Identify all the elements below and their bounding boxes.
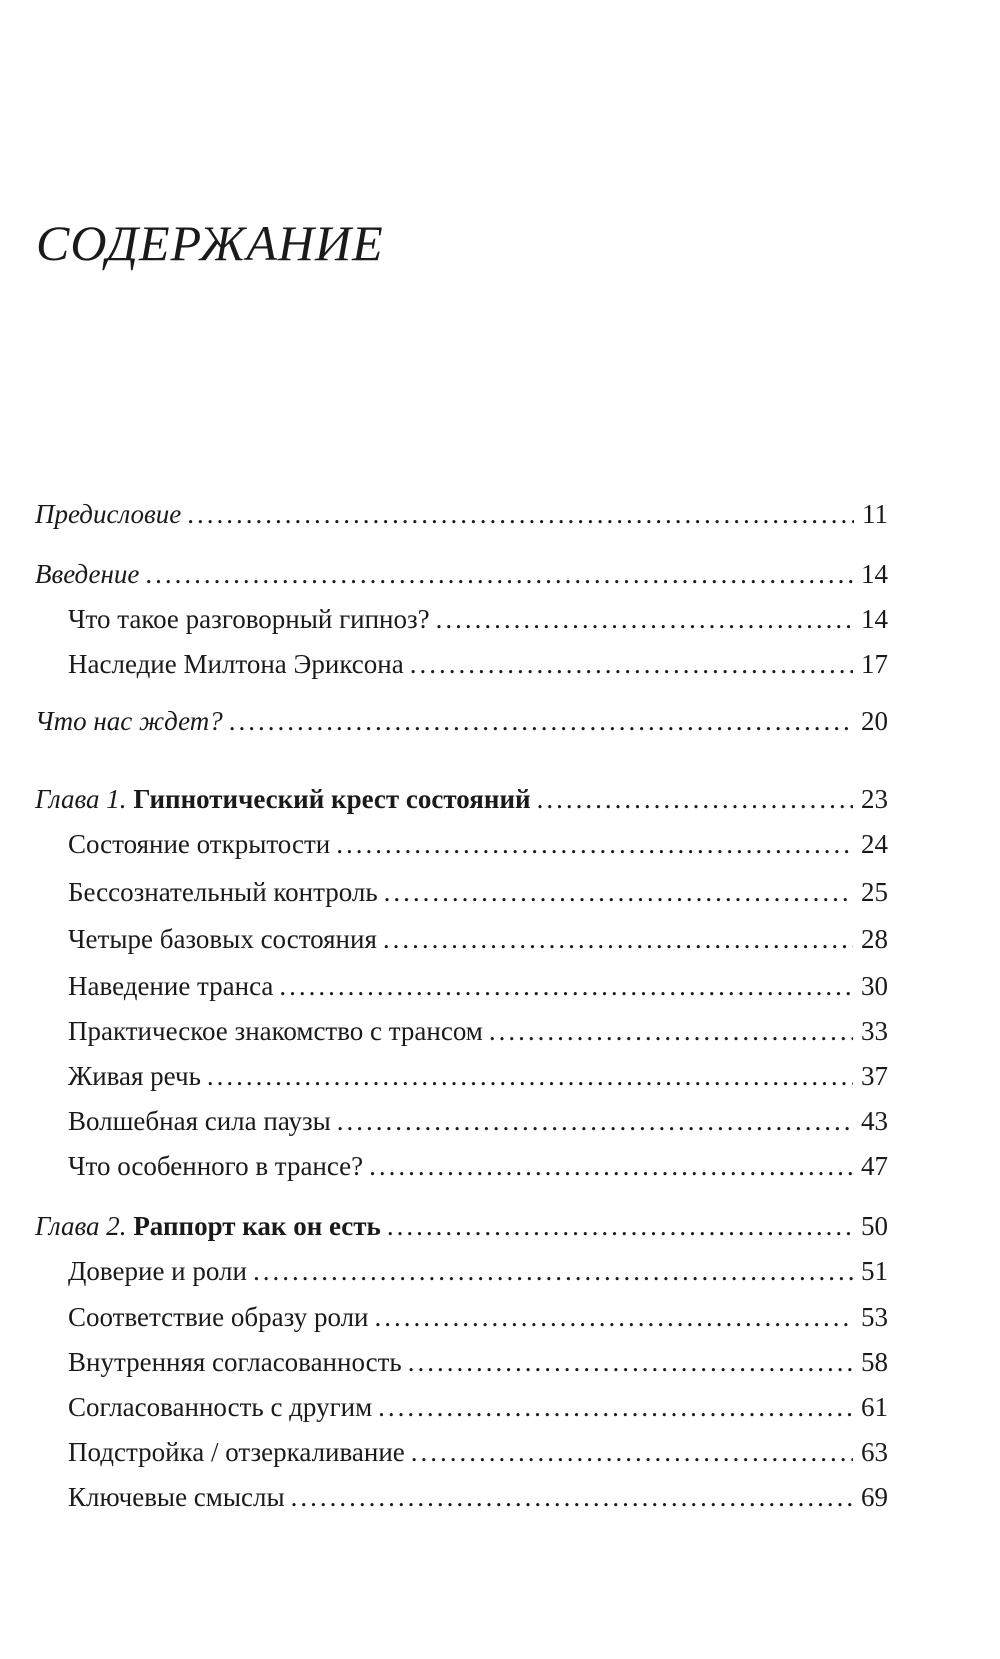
chapter-prefix: Глава 2. <box>35 1211 127 1241</box>
dot-leader <box>369 1149 853 1183</box>
dot-leader <box>410 647 853 681</box>
toc-entry[interactable] <box>68 922 888 956</box>
toc-entry-page: 37 <box>861 1061 888 1091</box>
toc-entry-page: 30 <box>861 971 888 1001</box>
toc-entry-label: Бессознательный контроль <box>68 877 378 907</box>
dot-leader <box>229 704 853 738</box>
toc-chapter[interactable] <box>35 782 888 816</box>
toc-entry[interactable] <box>68 1435 888 1469</box>
toc-entry[interactable] <box>68 1390 888 1424</box>
toc-entry-label: Подстройка / отзеркаливание <box>68 1437 405 1467</box>
toc-entry[interactable] <box>68 1345 888 1379</box>
toc-entry-label: Внутренняя согласованность <box>68 1347 402 1377</box>
dot-leader <box>187 497 854 531</box>
toc-entry-page: 43 <box>861 1106 888 1136</box>
toc-entry-page: 24 <box>861 829 888 859</box>
toc-entry-page: 20 <box>861 706 888 736</box>
toc-entry-page: 23 <box>861 784 888 814</box>
toc-entry-page: 50 <box>861 1211 888 1241</box>
toc-entry-page: 58 <box>861 1347 888 1377</box>
dot-leader <box>145 557 853 591</box>
chapter-prefix: Глава 1. <box>35 784 127 814</box>
toc-entry-label: Соответствие образу роли <box>68 1302 369 1332</box>
toc-entry-page: 25 <box>861 877 888 907</box>
dot-leader <box>253 1254 853 1288</box>
toc-entry-label: Предисловие <box>35 499 182 529</box>
dot-leader <box>378 1390 853 1424</box>
dot-leader <box>436 602 853 636</box>
toc-entry-label: Доверие и роли <box>68 1256 247 1286</box>
toc-entry[interactable] <box>68 1254 888 1288</box>
toc-entry[interactable] <box>68 647 888 681</box>
toc-entry-page: 53 <box>861 1302 888 1332</box>
toc-entry-page: 61 <box>861 1392 888 1422</box>
dot-leader <box>291 1480 853 1514</box>
toc-entry[interactable] <box>68 1149 888 1183</box>
toc-entry-label: Что особенного в трансе? <box>68 1151 364 1181</box>
dot-leader <box>489 1014 853 1048</box>
toc-entry[interactable] <box>68 827 888 861</box>
dot-leader <box>383 922 853 956</box>
toc-entry[interactable] <box>68 1104 888 1138</box>
dot-leader <box>408 1345 853 1379</box>
toc-entry-label: Четыре базовых состояния <box>68 924 377 954</box>
toc-entry[interactable] <box>68 875 888 909</box>
toc-entry-label: Гипнотический крест состояний <box>133 784 531 814</box>
toc-entry-label: Практическое знакомство с трансом <box>68 1016 483 1046</box>
dot-leader <box>207 1059 853 1093</box>
toc-entry[interactable] <box>68 1059 888 1093</box>
toc-entry-label: Что такое разговорный гипноз? <box>68 604 430 634</box>
toc-entry-label: Наследие Милтона Эриксона <box>68 649 404 679</box>
toc-entry-label: Введение <box>35 559 140 589</box>
dot-leader <box>336 827 853 861</box>
dot-leader <box>387 1209 853 1243</box>
dot-leader <box>375 1300 853 1334</box>
toc-entry-label: Волшебная сила паузы <box>68 1106 331 1136</box>
dot-leader <box>384 875 853 909</box>
toc-entry-label: Согласованность с другим <box>68 1392 373 1422</box>
toc-entry[interactable] <box>68 1480 888 1514</box>
toc-entry[interactable] <box>68 602 888 636</box>
toc-entry-page: 17 <box>861 649 888 679</box>
toc-entry-label: Что нас ждет? <box>35 706 223 736</box>
toc-entry[interactable] <box>68 1300 888 1334</box>
dot-leader <box>337 1104 853 1138</box>
toc-entry-label: Ключевые смыслы <box>68 1482 285 1512</box>
toc-entry-page: 69 <box>861 1482 888 1512</box>
toc-entry[interactable] <box>35 557 888 591</box>
toc-entry-page: 14 <box>861 604 888 634</box>
toc-entry-page: 28 <box>861 924 888 954</box>
dot-leader <box>537 782 853 816</box>
toc-entry[interactable] <box>68 1014 888 1048</box>
dot-leader <box>411 1435 853 1469</box>
toc-entry-label: Наведение транса <box>68 971 274 1001</box>
toc-entry-page: 14 <box>861 559 888 589</box>
toc-entry[interactable] <box>68 969 888 1003</box>
toc-entry-label: Раппорт как он есть <box>133 1211 381 1241</box>
toc-entry-label: Живая речь <box>68 1061 201 1091</box>
toc-entry-page: 63 <box>861 1437 888 1467</box>
toc-entry-page: 47 <box>861 1151 888 1181</box>
toc-entry-label: Состояние открытости <box>68 829 331 859</box>
dot-leader <box>279 969 853 1003</box>
toc-entry[interactable] <box>35 497 888 531</box>
toc-entry-page: 11 <box>862 499 888 529</box>
page-title: СОДЕРЖАНИЕ <box>36 214 384 271</box>
toc-chapter[interactable] <box>35 1209 888 1243</box>
toc-entry-page: 51 <box>861 1256 888 1286</box>
toc-entry[interactable] <box>35 704 888 738</box>
toc-entry-page: 33 <box>861 1016 888 1046</box>
